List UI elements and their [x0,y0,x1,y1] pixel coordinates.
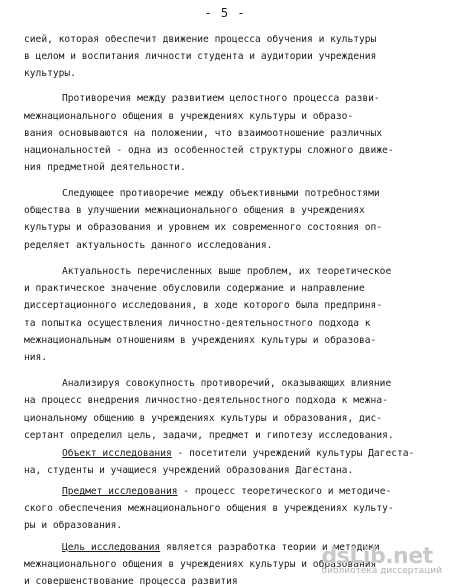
watermark-subtitle: библиотека диссертаций [321,566,442,576]
watermark-logo: dsLib.net [321,544,433,569]
text-line: культуры и образования и уровнем их современного состояния оп- [24,222,383,233]
text-line: межнациональным отношениям в учреждениях культуры и образова- [24,335,377,346]
text-line: вания основываются на положении, что взаимоотношение различных [24,128,383,139]
subject-paragraph-line [62,486,391,498]
text-line: та попытка осуществления личностно-деятельностного подхода к [24,318,371,329]
text-line: ределяет актуальность данного исследования. [24,240,273,251]
object-paragraph-line [62,448,414,460]
text-line: ского обеспечения межнационального общения в учреждениях культу- [24,503,394,514]
text-line: Следующее противоречие между объективными потребностями [62,188,380,199]
text-line: ния. [24,352,48,363]
goal-text: является разработка теории и методики [160,542,380,553]
text-line: в целом и воспитания личности студента и аудитории учреждения [24,51,377,62]
text-line: и совершенствование процесса развития [24,576,238,587]
text-line: ния предметной деятельности. [24,162,186,173]
text-line: на, студенты и учащиеся учреждений образования Дагестана. [24,465,354,476]
object-label: Объект исследования [62,448,172,459]
subject-label: Предмет исследования [62,486,178,497]
text-line: ры и образования. [24,520,123,531]
text-line: Анализируя совокупность противоречий, оказывающих влияние [62,378,392,389]
text-line: общества в улучшении межнационального общения в учреждениях [24,205,365,216]
text-line: Противоречия между развитием целостного процесса разви- [62,93,380,104]
text-line: циональному общению в учреждениях культуры и образования, дис- [24,413,383,424]
text-line: и практическое значение обусловили содержание и направление [24,283,365,294]
text-line: сией, которая обеспечит движение процесса обучения и культуры [24,34,377,45]
text-line: культуры. [24,68,76,79]
text-line: межнационального общения в учреждениях культуры и образования [24,559,377,570]
text-line: на процесс внедрения личностно-деятельностного подхода к межна- [24,395,388,406]
text-line: диссертационного исследования, в ходе которого была предприня- [24,300,383,311]
goal-label: Цель исследования [62,542,161,553]
subject-text: - процесс теоретического и методиче- [177,486,392,497]
text-line: сертант определил цель, задачи, предмет и гипотезу исследования. [24,430,394,441]
page-number: - 5 - [204,6,246,20]
text-line: межнационального общения в учреждениях культуры и образо- [24,111,354,122]
text-line: национальностей - одна из особенностей структуры сложного движе- [24,145,394,156]
text-line: Актуальность перечисленных выше проблем, их теоретическое [62,266,392,277]
object-text: - посетители учреждений культуры Дагеста- [171,448,415,459]
watermark [322,544,442,576]
